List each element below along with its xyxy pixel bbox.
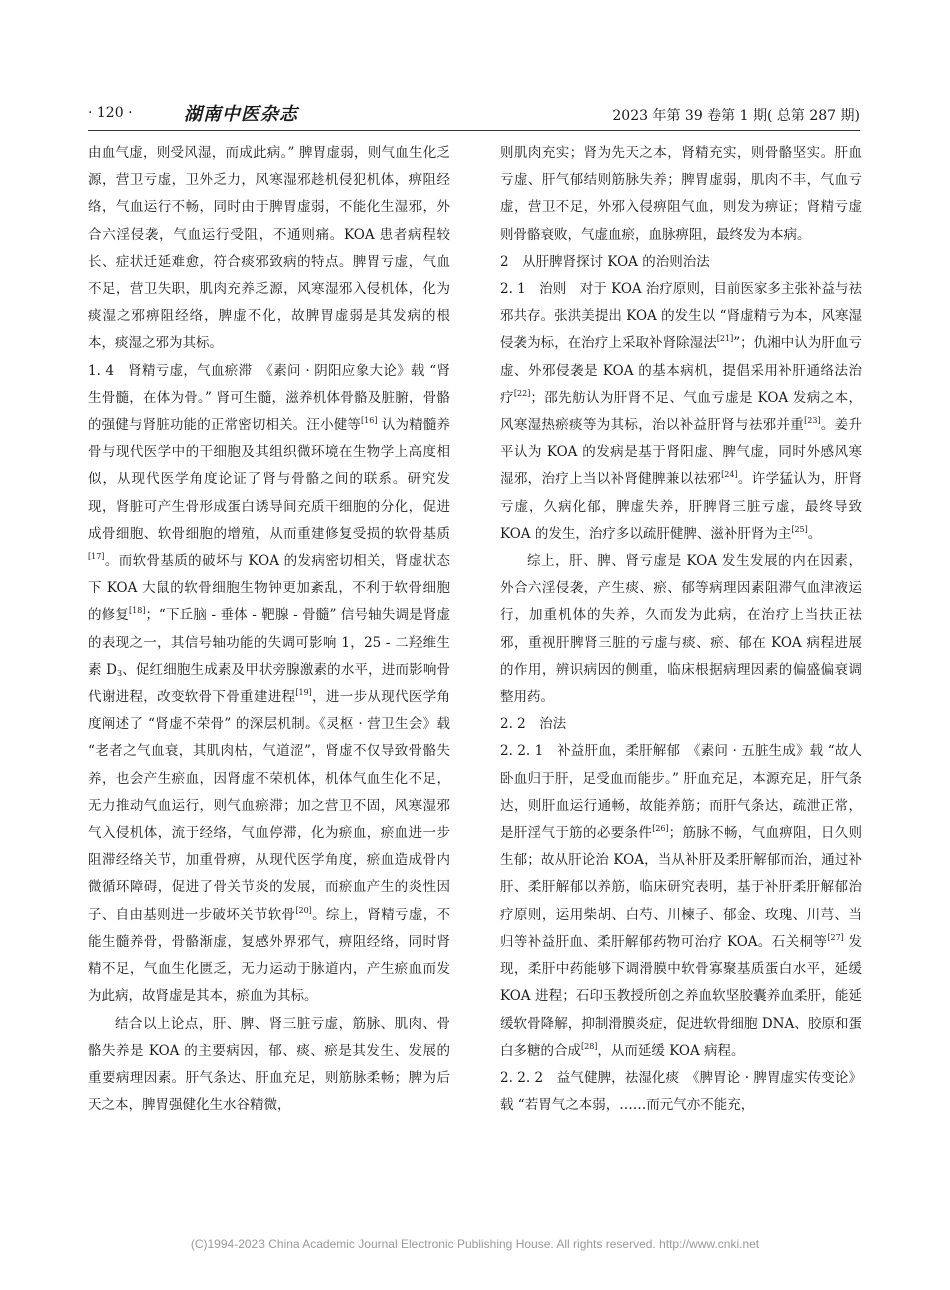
citation-24: [24] — [721, 470, 738, 480]
page-header — [88, 98, 860, 128]
text-run: 。综上，肾精亏虚，不能生髓养骨，骨骼渐虚，复感外界邪气，痹阻经络，同时肾精不足，气血生化匮乏，无力运动于脉道内，产生瘀血而发为此病，故肾虚是其本，瘀血为其标。 — [88, 906, 451, 1005]
header-rule — [88, 130, 860, 131]
text-run: 1. 4 肾精亏虚，气血瘀滞 《素问 · 阴阳应象大论》载 “肾生骨髓，在体为骨。” 肾可生髓，滋养机体骨骼及脏腑，骨骼的强健与肾脏功能的正常密切相关。汪小健等 — [88, 362, 450, 434]
text-run: ；“下丘脑 - 垂体 - 靶腺 - 骨髓” 信号轴失调是肾虚的表现之一，其信号轴功能的失调可影响 1，25 - 二羟维生素 D — [88, 607, 451, 678]
paragraph: 则肌肉充实；肾为先天之本，肾精充实，则骨骼坚实。肝血亏虚、肝气郁结则筋脉失养；脾胃虚弱，肌肉不丰，气血亏虚，营卫不足，外邪入侵痹阻气血，则发为痹证；肾精亏虚则骨骼衰败，气虚血瘀，血脉痹阻，最终发为本病。 — [500, 145, 862, 243]
text-run: ，进一步从现代医学角度阐述了 “肾虚不荣骨” 的深层机制。《灵枢 · 营卫生会》载 “老者之气血衰，其肌肉枯，气道涩”，肾虚不仅导致骨骼失养，也会产生瘀血，因肾虚不荣机体，机体气血生化不足，无力推动气血运行，则气血瘀滞；加之营卫不固，风寒湿邪气入侵机体，流于经络，气血停滞，化为瘀血，瘀血进一步阻滞经络关节，加重骨痹，从现代医学角度，瘀血造成骨内微循环障碍，促进了骨关节炎的发展，而瘀血产生的炎性因子、自由基则进一步破坏关节软骨 — [88, 689, 451, 923]
text-run: 2. 1 治则 对于 KOA 治疗原则，目前医家多主张补益与祛邪共存。张洪美提出 KOA 的发生以 “肾虚精亏为本，风寒湿侵袭为标，在治疗上采取补肾除湿法 — [500, 281, 862, 352]
section-heading-2-2: 2. 2 治法 — [500, 716, 567, 733]
citation-18: [18] — [129, 606, 146, 616]
citation-20: [20] — [295, 905, 312, 915]
subscript: 3 — [116, 668, 123, 678]
citation-28: [28] — [581, 1041, 598, 1051]
text-run: 。 — [807, 525, 822, 542]
text-run: ；筋脉不畅，气血痹阻，日久则生郁；故从肝论治 KOA，当从补肝及柔肝解郁而治，通过补肝、柔肝解郁以养筋，临床研究表明，基于补肝柔肝解郁治疗原则，运用柴胡、白芍、川楝子、郁金、玫瑰、川芎、当归等补益肝血、柔肝解郁药物可治疗 KOA。石关桐等 — [500, 825, 863, 950]
paragraph: 由血气虚，则受风湿，而成此病。” 脾胃虚弱，则气血生化乏源，营卫亏虚，卫外乏力，风寒湿邪趁机侵犯机体，痹阻经络，气血运行不畅，同时由于脾胃虚弱，不能化生湿邪，外合六淫侵袭，气血运行受阻，不通则痛。KOA 患者病程较长、症状迁延难愈，符合痰邪致病的特点。脾胃亏虚，气血不足，营卫失职，肌肉充养乏源，风寒湿邪入侵机体，化为痰湿之邪痹阻经络，脾虚不化，故脾胃虚弱是其发病的根本，痰湿之邪为其标。 — [88, 145, 450, 352]
citation-22: [22] — [513, 388, 531, 398]
citation-27: [27] — [827, 932, 844, 942]
text-run: 。姜升平认为 KOA 的发病是基于肾阳虚、脾气虚，同时外感风寒湿邪，治疗上当以补肾健脾兼以祛邪 — [500, 417, 863, 488]
text-run: 2. 2. 1 补益肝血，柔肝解郁 《素问 · 五脏生成》载 “故人卧血归于肝，足受血而能步。” 肝血充足，本源充足，肝气条达，则肝血运行通畅，故能养筋；而肝气条达，疏泄正常，是肝淫气于筋的必要条件 — [500, 743, 862, 842]
citation-19: [19] — [295, 688, 312, 698]
page-number: · 120 · — [88, 105, 133, 121]
section-1-4 — [88, 358, 450, 1011]
text-run: ；邵先舫认为肝肾不足、气血亏虚是 KOA 发病之本，风寒湿热瘀痰等为其标，治以补益肝肾与祛邪并重 — [500, 389, 863, 434]
citation-21: [21] — [716, 334, 734, 344]
text-run: ”；仇湘中认为肝血亏虚、外邪侵袭是 KOA 的基本病机，提倡采用补肝通络法治疗 — [500, 335, 862, 406]
citation-23: [23] — [804, 416, 821, 426]
text-run: 、促红细胞生成素及甲状旁腺激素的水平，进而影响骨代谢进程，改变软骨下骨重建进程 — [88, 661, 450, 706]
citation-16: [16] — [361, 416, 378, 426]
text-run: 认为精髓养骨与现代医学中的干细胞及其组织微环境在生物学上高度相似，从现代医学角度论证了肾与骨骼之间的联系。研究发现，肾脏可产生骨形成蛋白诱导间充质干细胞的分化，促进成骨细胞、软骨细胞的增殖，从而重建修复受损的软骨基质 — [88, 417, 451, 542]
section-2-2-2: 2. 2. 2 益气健脾，祛湿化痰 《脾胃论 · 脾胃虚实传变论》载 “若胃气之本弱，……而元气亦不能充， — [500, 1069, 862, 1114]
issue-info: 2023 年第 39 卷第 1 期( 总第 287 期) — [612, 108, 860, 124]
section-2-1 — [500, 276, 862, 548]
section-heading-2: 2 从肝脾肾探讨 KOA 的治则治法 — [500, 253, 710, 270]
journal-title: 湖南中医杂志 — [184, 104, 298, 125]
text-run: ，从而延缓 KOA 病程。 — [597, 1042, 745, 1059]
left-column — [88, 140, 450, 1119]
text-run: 。而软骨基质的破坏与 KOA 的发病密切相关，肾虚状态下 KOA 大鼠的软骨细胞生物钟更加紊乱，不利于软骨细胞的修复 — [88, 553, 450, 624]
citation-17: [17] — [88, 552, 105, 562]
text-run: 发现，柔肝中药能够下调滑膜中软骨寡聚基质蛋白水平，延缓 KOA 进程；石印玉教授所创之养血软坚胶囊养血柔肝，能延缓软骨降解，抑制滑膜炎症，促进软骨细胞 DNA、胶原和蛋白多糖的合成 — [500, 933, 862, 1059]
citation-26: [26] — [652, 824, 669, 834]
paragraph: 综上，肝、脾、肾亏虚是 KOA 发生发展的内在因素，外合六淫侵袭，产生痰、瘀、郁等病理因素阻滞气血津液运行，加重机体的失养，久而发为此病，在治疗上当扶正祛邪，重视肝脾肾三脏的亏虚与痰、瘀、郁在 KOA 病程进展的作用，辨识病因的侧重，临床根据病理因素的偏盛偏衰调整用药。 — [500, 553, 862, 706]
text-run: 。许学猛认为，肝肾亏虚，久病化郁，脾虚失养，肝脾肾三脏亏虚，最终导致 KOA 的发生，治疗多以疏肝健脾、滋补肝肾为主 — [500, 471, 863, 542]
copyright-footer: (C)1994-2023 China Academic Journal Electronic Publishing House. All rights reserved. http://www.cnki.net — [190, 1237, 760, 1251]
right-column — [500, 140, 862, 1119]
section-2-2-1 — [500, 738, 862, 1064]
paragraph: 结合以上论点，肝、脾、肾三脏亏虚，筋脉、肌肉、骨骼失养是 KOA 的主要病因，郁、痰、瘀是其发生、发展的重要病理因素。肝气条达、肝血充足，则筋脉柔畅；脾为后天之本，脾胃强健化生水谷精微， — [88, 1015, 450, 1114]
citation-25: [25] — [791, 524, 808, 534]
